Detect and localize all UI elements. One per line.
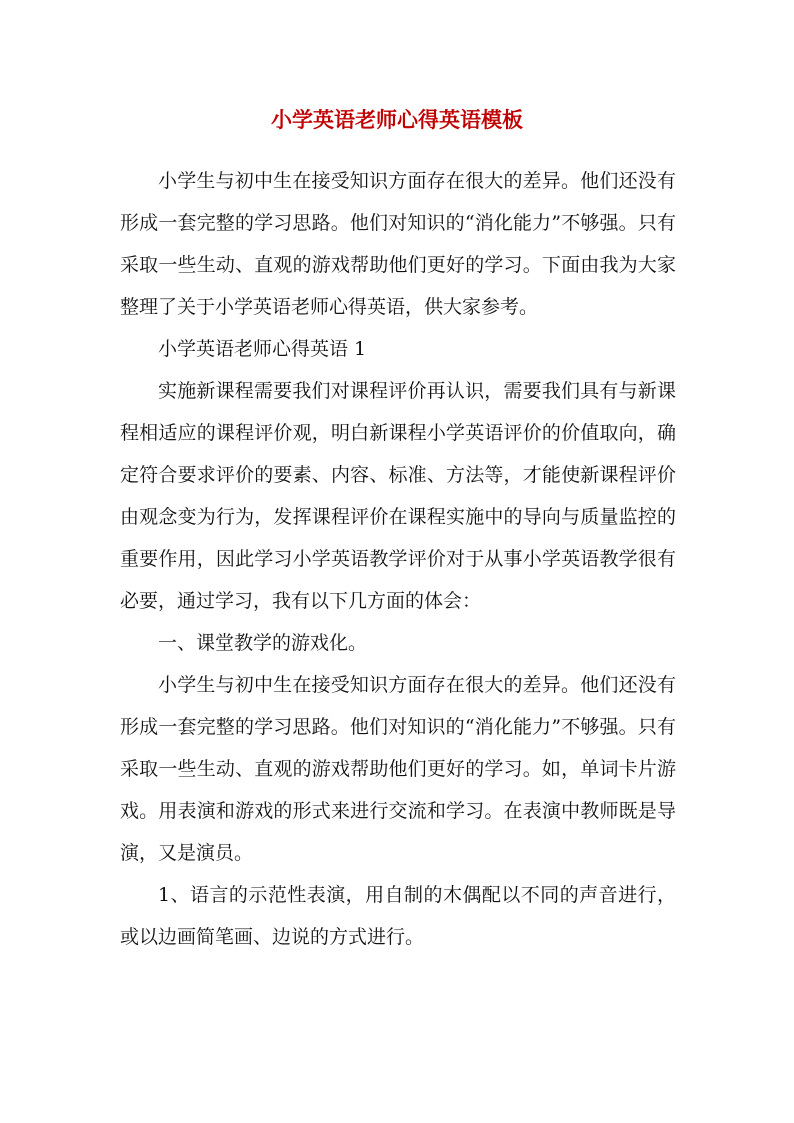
intro-paragraph: 小学生与初中生在接受知识方面存在很大的差异。他们还没有形成一套完整的学习思路。他们对知识的“消化能力”不够强。只有采取一些生动、直观的游戏帮助他们更好的学习。下面由我为大家整理了关于小学英语老师心得英语，供大家参考。	[120, 170, 676, 318]
document-body	[120, 160, 676, 958]
body-paragraph: 小学生与初中生在接受知识方面存在很大的差异。他们还没有形成一套完整的学习思路。他们对知识的“消化能力”不够强。只有采取一些生动、直观的游戏帮助他们更好的学习。如，单词卡片游戏。用表演和游戏的形式来进行交流和学习。在表演中教师既是导演，又是演员。	[120, 674, 676, 864]
document-title: 小学英语老师心得英语模板	[271, 107, 523, 132]
subsection-heading: 一、课堂教学的游戏化。	[158, 632, 368, 654]
list-item: 1、语言的示范性表演，用自制的木偶配以不同的声音进行，或以边画简笔画、边说的方式进行。	[120, 884, 676, 948]
body-paragraph: 实施新课程需要我们对课程评价再认识，需要我们具有与新课程相适应的课程评价观，明白新课程小学英语评价的价值取向，确定符合要求评价的要素、内容、标准、方法等，才能使新课程评价由观念变为行为，发挥课程评价在课程实施中的导向与质量监控的重要作用，因此学习小学英语教学评价对于从事小学英语教学很有必要，通过学习，我有以下几方面的体会：	[120, 380, 676, 612]
section-heading: 小学英语老师心得英语 1	[158, 338, 367, 360]
